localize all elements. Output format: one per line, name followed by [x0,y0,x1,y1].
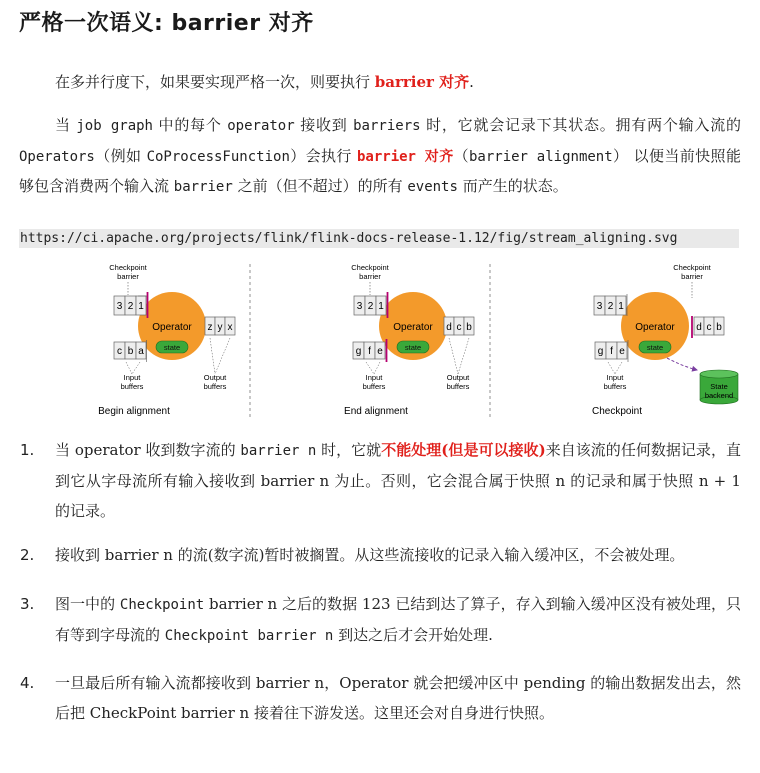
stage-label-end: End alignment [344,406,408,417]
text-span: （例如 [94,146,147,165]
text-span: ）会执行 [289,146,357,165]
list-item [19,435,741,526]
buffer-digit: 3 [356,301,363,312]
state-backend-label: State [710,382,728,391]
state-backend-top [700,370,738,378]
buffer-digit: 3 [596,301,603,312]
checkpoint-barrier-label: Checkpoint [673,263,711,272]
figure-source-url[interactable]: https://ci.apache.org/projects/flink/flink-docs-release-1.12/fig/stream_aligning.svg [19,229,739,248]
text-span: 之前（但不超过）的所有 [232,177,408,195]
output-letter: x [227,322,233,333]
buffer-digit: 2 [607,301,614,312]
code-barrier: barrier [173,179,233,195]
list-number: 2. [20,546,35,564]
input-buffers-label: Input [606,373,624,382]
output-letter: b [716,322,722,333]
stage-label-begin: Begin alignment [98,406,170,417]
state-label: state [404,343,422,352]
buffer-letter: g [355,346,362,357]
checkpoint-barrier-label: barrier [681,272,703,281]
output-letter: c [456,322,462,333]
highlight-barrier-alignment: barrier 对齐 [374,73,470,91]
code-operators: Operators [19,148,95,165]
text-span: 的记录和属于快照 [565,472,699,490]
buffer-letter: e [619,346,625,357]
text-span: ） 以便当前快照能够包含消费两个输入流 [19,146,741,195]
alignment-steps-list [19,435,741,728]
text-span: 来自该流的任何数据记录，直到它从字母流所有输入接收到 [55,441,741,490]
text-span: n [555,472,566,490]
snapshot-arrow [667,358,697,370]
input-buffers-label: Input [123,373,141,382]
code-barrier-n: barrier n [240,443,317,459]
list-number: 3. [20,595,35,613]
output-letter: b [466,322,472,333]
input-buffers-label: buffers [362,382,386,391]
highlight-barrier-alignment-2: barrier 对齐 [356,148,454,165]
stage-end-alignment [344,263,474,417]
buffer-letter: b [127,346,134,357]
code-checkpoint: Checkpoint [119,597,205,613]
list-item [19,668,741,728]
output-buffers-label: buffers [446,382,470,391]
input-buffers-label: Input [365,373,383,382]
code-barrier-alignment: barrier alignment [468,148,613,165]
buffer-letter: c [117,346,122,357]
checkpoint-barrier-label: barrier [117,272,139,281]
text-span: 接收到 [294,116,354,134]
checkpoint-barrier-label: Checkpoint [351,263,389,272]
state-label: state [646,343,664,352]
list-item [19,540,741,570]
buffer-letter: a [138,346,144,357]
input-buffers-label: buffers [603,382,627,391]
text-span: operator [74,441,141,459]
list-number: 4. [20,674,35,692]
output-buffers-label: Output [203,373,227,382]
text-span: 一旦最后所有输入流都接收到 barrier n，Operator 就会把缓冲区中 pending 的输出数据发出去，然后把 CheckPoint barrier n 接着往下游发送。这里还会对自身进行快照。 [55,674,741,722]
buffer-digit: 1 [378,301,384,312]
text-span: 时，它就会记录下其状态。拥有两个输入流的 [420,116,741,134]
operator-label: Operator [393,322,433,333]
output-letter: d [446,322,452,333]
output-letter: d [696,322,702,333]
highlight-cannot-process: 不能处理(但是可以接收) [381,441,546,459]
text-span: 当 [55,116,77,134]
buffer-letter: f [368,346,371,357]
intro-period: . [469,73,474,91]
stage-begin-alignment [98,263,235,417]
buffer-digit: 2 [127,301,134,312]
text-span: 而产生的状态。 [457,177,568,195]
intro-paragraph [19,68,741,98]
stream-aligning-figure [80,258,760,428]
code-barriers: barriers [353,118,421,134]
code-checkpoint-barrier-n: Checkpoint barrier n [164,628,334,644]
output-buffers-label: buffers [203,382,227,391]
output-buffers-label: Output [446,373,470,382]
text-span: 的记录。 [55,502,116,520]
buffer-digit: 1 [618,301,624,312]
buffer-digit: 1 [138,301,144,312]
input-buffers-label: buffers [120,382,144,391]
output-letter: y [217,322,223,333]
buffer-digit: 2 [367,301,374,312]
text-span: barrier n [260,472,330,490]
output-letter: z [207,322,213,333]
buffer-letter: f [610,346,613,357]
page-title: 严格一次语义: barrier 对齐 [19,11,314,36]
checkpoint-barrier-label: Checkpoint [109,263,147,272]
state-label: state [163,343,181,352]
text-span: barrier n 之后的数据 123 已结到达了算子，存入到输入缓冲区没有被处理，只有等到字母流的 [55,595,741,644]
text-span: barrier n [104,546,173,564]
intro-text: 在多并行度下，如果要实现严格一次，则要执行 [55,73,375,91]
operator-label: Operator [152,322,192,333]
buffer-letter: e [377,346,383,357]
text-span: 当 [55,441,75,459]
text-span: 中的每个 [153,116,228,134]
description-paragraph [19,111,741,203]
text-span: n + 1 [698,472,741,490]
code-coprocessfunction: CoProcessFunction [146,148,290,165]
text-span: 的流(数字流)暂时被搁置。从这些流接收的记录入输入缓冲区，不会被处理。 [172,546,685,564]
text-span: 接收到 [55,546,105,564]
state-backend-label: backend [704,391,734,400]
text-span: 收到数字流的 [140,441,241,459]
text-span: 图一中的 [55,595,120,613]
list-item [19,589,741,651]
checkpoint-barrier-label: barrier [359,272,381,281]
buffer-letter: g [597,346,604,357]
text-span: 时，它就 [316,441,382,459]
list-number: 1. [20,441,35,459]
output-letter: c [706,322,712,333]
stage-label-checkpoint: Checkpoint [591,406,643,417]
code-job-graph: job graph [76,118,153,134]
code-operator: operator [227,118,295,134]
code-events: events [407,179,458,195]
text-span: （ [453,146,469,165]
buffer-digit: 3 [116,301,123,312]
operator-label: Operator [635,322,675,333]
stage-checkpoint [592,263,738,417]
text-span: 为止。否则，它会混合属于快照 [329,472,556,490]
text-span: 到达之后才会开始处理. [333,626,493,644]
